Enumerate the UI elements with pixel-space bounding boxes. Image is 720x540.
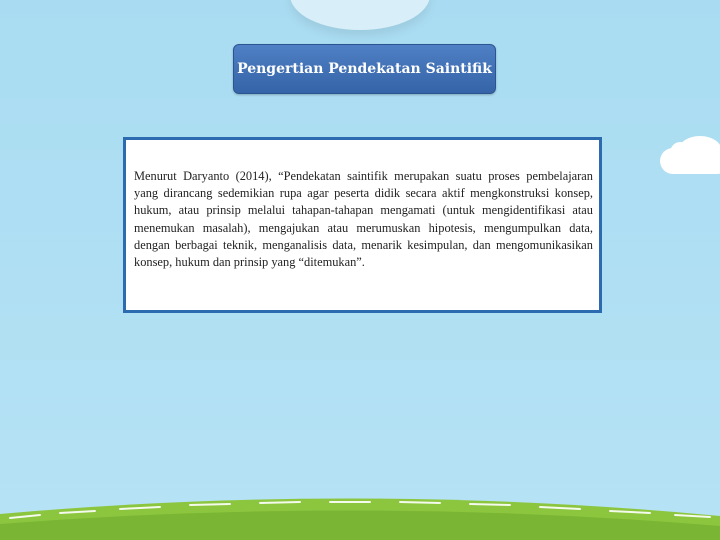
title-banner bbox=[233, 44, 496, 94]
top-cloud-decoration bbox=[290, 0, 430, 30]
content-box bbox=[123, 137, 602, 313]
definition-paragraph: Menurut Daryanto (2014), “Pendekatan saintifik merupakan suatu proses pembelajaran yang dirancang sedemikian rupa agar peserta didik secara aktif mengkonstruksi konsep, hukum, atau prinsip melalui tahapan-tahapan mengamati (untuk mengidentifikasi atau menemukan masalah), mengajukan atau merumuskan hipotesis, mengumpulkan data, dengan berbagai teknik, menganalisis data, menarik kesimpulan, dan mengomunikasikan konsep, hukum dan prinsip yang “ditemukan”. bbox=[134, 169, 593, 270]
page-title: Pengertian Pendekatan Saintifik bbox=[237, 61, 492, 77]
cloud-decoration bbox=[640, 130, 720, 190]
grass-hill-decoration bbox=[0, 490, 720, 540]
